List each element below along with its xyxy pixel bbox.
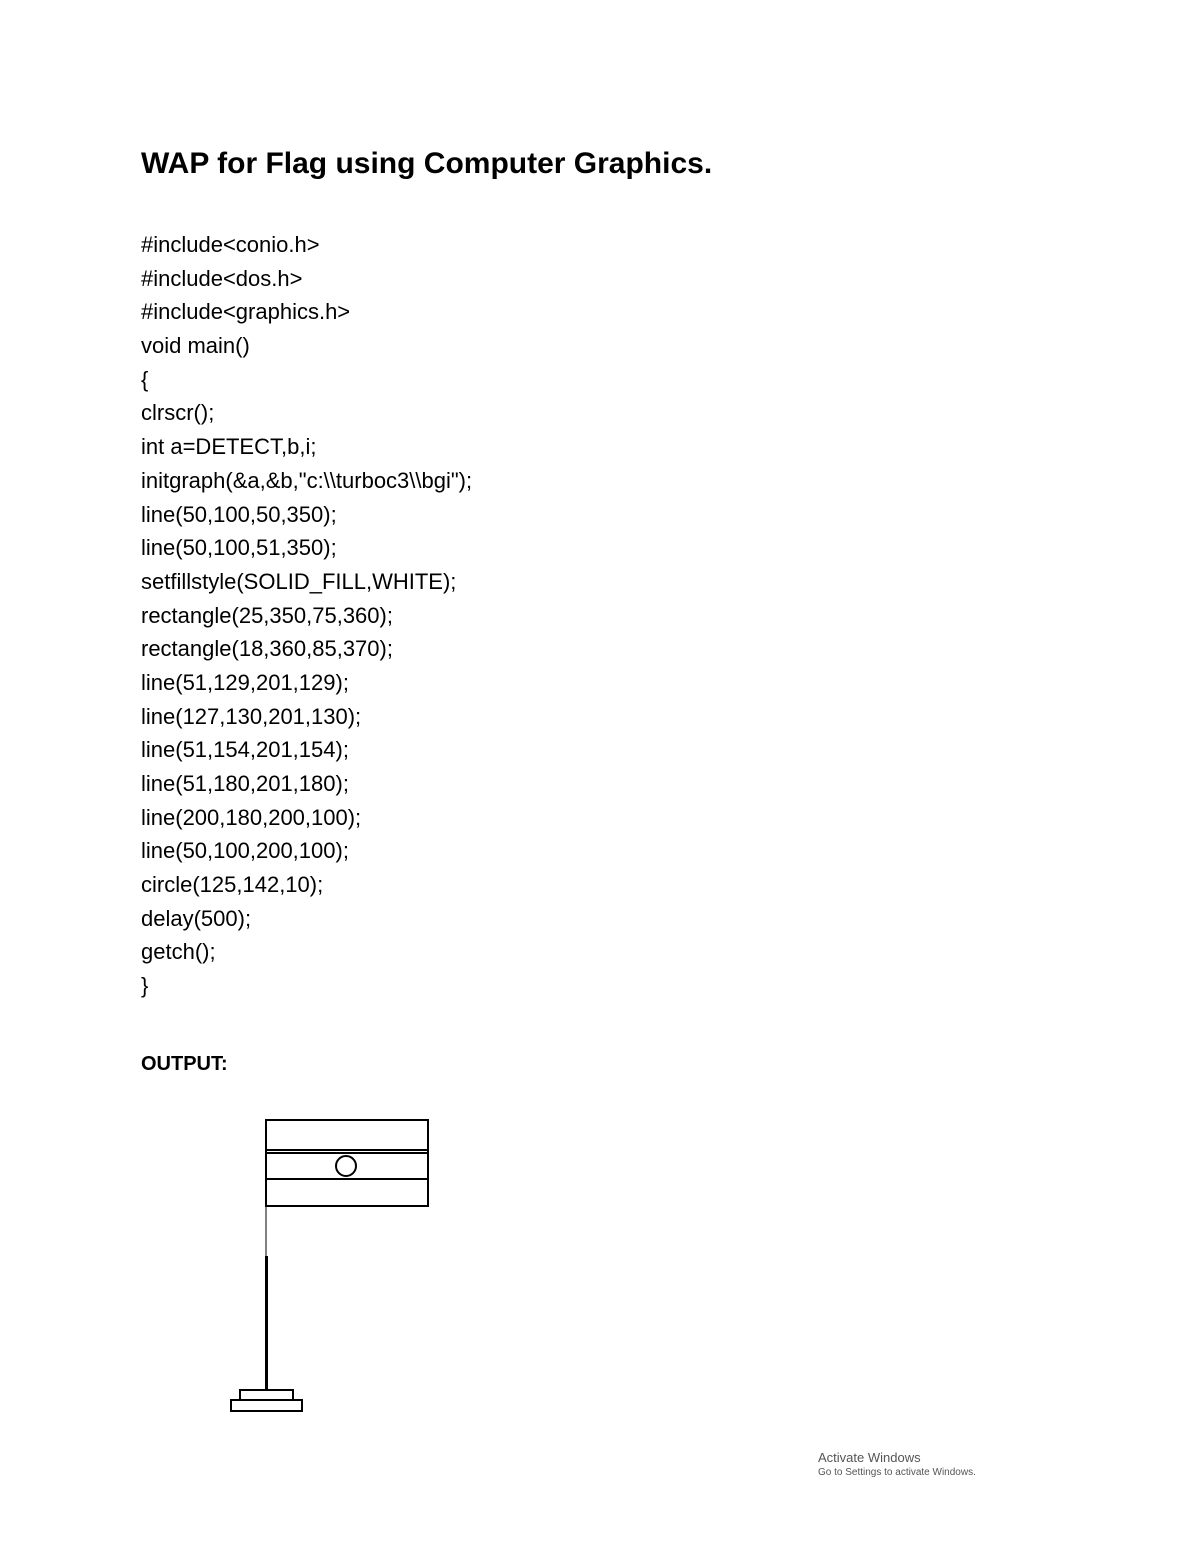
flag-output-figure bbox=[220, 1110, 450, 1430]
code-line: line(51,154,201,154); bbox=[141, 737, 349, 763]
code-listing bbox=[141, 228, 472, 1003]
watermark-subtitle: Go to Settings to activate Windows. bbox=[818, 1467, 976, 1478]
page-title: WAP for Flag using Computer Graphics. bbox=[141, 147, 713, 180]
code-line: delay(500); bbox=[141, 905, 252, 931]
code-line: setfillstyle(SOLID_FILL,WHITE); bbox=[141, 568, 457, 594]
output-label: OUTPUT: bbox=[141, 1053, 228, 1075]
code-line: void main() bbox=[141, 333, 250, 359]
code-line: line(50,100,51,350); bbox=[141, 535, 337, 561]
code-line: clrscr(); bbox=[141, 400, 215, 426]
code-line: #include<graphics.h> bbox=[141, 299, 351, 325]
code-line: line(51,180,201,180); bbox=[141, 771, 349, 796]
code-line: int a=DETECT,b,i; bbox=[141, 434, 317, 460]
flag-chakra-circle bbox=[336, 1156, 356, 1176]
watermark-title: Activate Windows bbox=[818, 1450, 921, 1465]
code-line: line(200,180,200,100); bbox=[141, 804, 362, 830]
code-line: line(127,130,201,130); bbox=[141, 703, 362, 729]
activate-windows-watermark bbox=[818, 1450, 976, 1479]
code-line: rectangle(18,360,85,370); bbox=[141, 636, 393, 662]
code-line: line(51,129,201,129); bbox=[141, 669, 349, 695]
code-line: line(50,100,50,350); bbox=[141, 501, 337, 527]
code-line: initgraph(&a,&b,"c:\\turboc3\\bgi"); bbox=[141, 467, 473, 493]
code-line: #include<conio.h> bbox=[141, 232, 320, 257]
flag-base-upper bbox=[240, 1390, 293, 1400]
code-line: } bbox=[141, 973, 149, 999]
code-line: { bbox=[141, 366, 149, 392]
code-line: #include<dos.h> bbox=[141, 265, 303, 291]
code-line: circle(125,142,10); bbox=[141, 872, 324, 898]
code-line: getch(); bbox=[141, 939, 216, 965]
flag-base-lower bbox=[231, 1400, 302, 1411]
code-line: line(50,100,200,100); bbox=[141, 838, 349, 864]
code-line: rectangle(25,350,75,360); bbox=[141, 602, 393, 628]
